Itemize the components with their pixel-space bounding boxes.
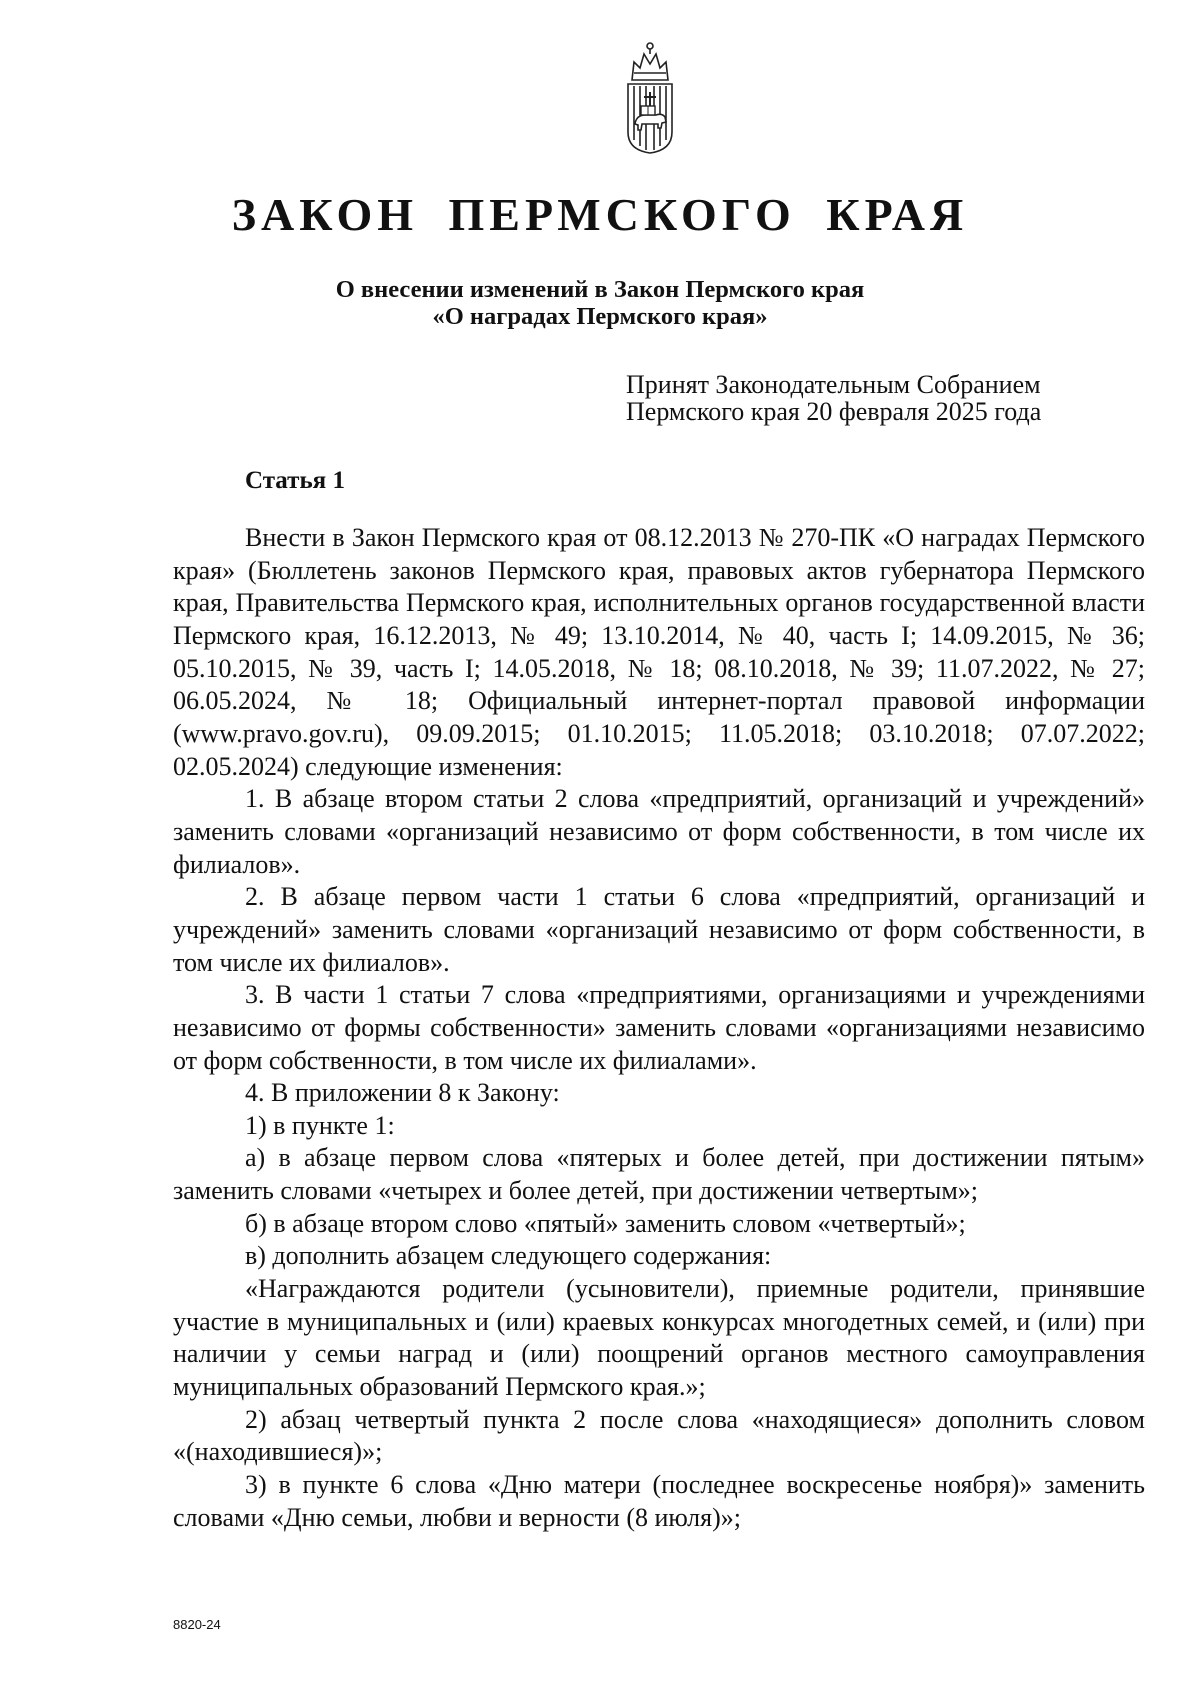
article-heading: Статья 1 — [245, 467, 345, 494]
law-subtitle-line: «О наградах Пермского края» — [432, 303, 768, 330]
document-code: 8820-24 — [173, 1617, 221, 1632]
article-paragraph: 1. В абзаце втором статьи 2 слова «предприятий, организаций и учреждений» заменить словами «организаций независимо от форм собственности, в том числе их филиалов». — [173, 784, 1145, 879]
law-subtitle-line: О внесении изменений в Закон Пермского края — [335, 276, 865, 303]
article-paragraph: 1) в пункте 1: — [245, 1110, 395, 1140]
law-subtitle — [0, 276, 1200, 330]
perm-krai-coat-of-arms-icon — [624, 40, 676, 155]
law-title: ЗАКОН ПЕРМСКОГО КРАЯ — [231, 189, 969, 240]
adoption-note-line: Принят Законодательным Собранием — [626, 370, 1041, 399]
article-paragraph: в) дополнить абзацем следующего содержания: — [245, 1241, 772, 1271]
article-paragraph: 2) абзац четвертый пункта 2 после слова «находящиеся» дополнить словом «(находившиеся)»; — [173, 1404, 1145, 1467]
adoption-note — [626, 371, 1041, 425]
article-paragraph: Внести в Закон Пермского края от 08.12.2013 № 270-ПК «О наградах Пермского края» (Бюллетень законов Пермского края, правовых актов губернатора Пермского края, Правительства Пермского края, исполнительных органов государственной власти Пермского края, 16.12.2013, № 49; 13.10.2014, № 40, часть I; 14.09.2015, № 36; 05.10.2015, № 39, часть I; 14.05.2018, № 18; 08.10.2018, № 39; 11.07.2022, № 27; 06.05.2024, № 18; Официальный интернет-портал правовой информации (www.pravo.gov.ru), 09.09.2015; 01.10.2015; 11.05.2018; 03.10.2018; 07.07.2022; 02.05.2024) следующие изменения: — [173, 523, 1145, 781]
article-paragraph: 3) в пункте 6 слова «Дню матери (последнее воскресенье ноября)» заменить словами «Дню семьи, любви и верности (8 июля)»; — [173, 1470, 1145, 1532]
article-paragraph: б) в абзаце втором слово «пятый» заменить словом «четвертый»; — [245, 1208, 966, 1238]
adoption-note-line: Пермского края 20 февраля 2025 года — [626, 397, 1042, 426]
article-paragraph: 4. В приложении 8 к Закону: — [245, 1078, 560, 1108]
article-paragraph: «Награждаются родители (усыновители), приемные родители, принявшие участие в муниципальных и (или) краевых конкурсах многодетных семей, и (или) при наличии у семьи наград и (или) поощрений органов местного самоуправления муниципальных образований Пермского края.»; — [173, 1274, 1145, 1402]
article-paragraph: а) в абзаце первом слова «пятерых и более детей, при достижении пятым» заменить словами «четырех и более детей, при достижении четвертым»; — [173, 1143, 1145, 1206]
article-paragraph: 3. В части 1 статьи 7 слова «предприятиями, организациями и учреждениями независимо от формы собственности» заменить словами «организациями независимо от форм собственности, в том числе их филиалами». — [173, 980, 1145, 1075]
article-paragraph: 2. В абзаце первом части 1 статьи 6 слова «предприятий, организаций и учреждений» заменить словами «организаций независимо от форм собственности, в том числе их филиалов». — [173, 882, 1145, 977]
article-body — [173, 522, 1145, 1534]
